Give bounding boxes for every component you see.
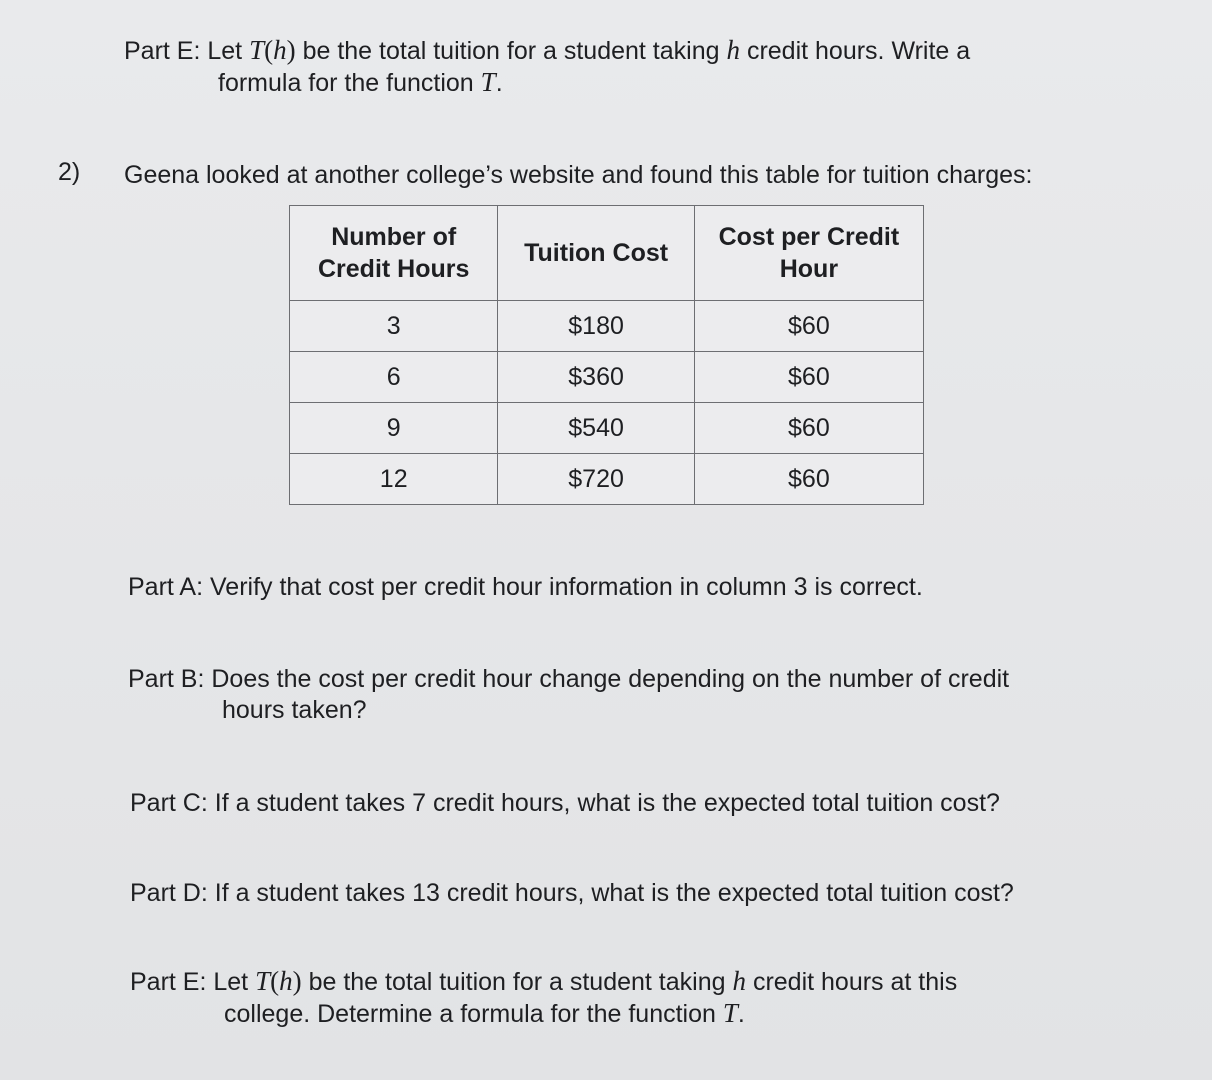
cell-credit-hours: 12 bbox=[290, 454, 498, 505]
part-label: Part D: bbox=[130, 879, 208, 907]
table-header-row bbox=[290, 206, 924, 301]
part-d: Part D: If a student takes 13 credit hours, what is the expected total tuition cost? bbox=[130, 879, 1014, 907]
tuition-table bbox=[289, 205, 924, 505]
part-label: Part A: bbox=[128, 573, 204, 601]
cell-cost-per-credit: $60 bbox=[694, 454, 923, 505]
cell-tuition-cost: $180 bbox=[498, 301, 694, 352]
cell-cost-per-credit: $60 bbox=[694, 301, 923, 352]
cell-tuition-cost: $720 bbox=[498, 454, 694, 505]
part-label: Part E: bbox=[124, 37, 201, 65]
top-part-e: Part E: Let T(h) be the total tuition for a student taking h credit hours. Write a formula for the function T. bbox=[124, 35, 971, 97]
cell-cost-per-credit: $60 bbox=[694, 403, 923, 454]
part-c: Part C: If a student takes 7 credit hours, what is the expected total tuition cost? bbox=[130, 789, 1000, 817]
cell-credit-hours: 3 bbox=[290, 301, 498, 352]
cell-tuition-cost: $360 bbox=[498, 352, 694, 403]
table-row bbox=[290, 403, 924, 454]
header-cost-per-credit: Cost per Credit Hour bbox=[694, 206, 923, 301]
cell-credit-hours: 9 bbox=[290, 403, 498, 454]
table-row bbox=[290, 454, 924, 505]
question-number: 2) bbox=[58, 158, 81, 186]
header-credit-hours: Number of Credit Hours bbox=[290, 206, 498, 301]
part-e: Part E: Let T(h) be the total tuition for a student taking h credit hours at this college. Determine a formula for the function T. bbox=[130, 966, 958, 1028]
cell-credit-hours: 6 bbox=[290, 352, 498, 403]
part-label: Part B: bbox=[128, 665, 205, 693]
cell-cost-per-credit: $60 bbox=[694, 352, 923, 403]
table-row bbox=[290, 352, 924, 403]
part-label: Part C: bbox=[130, 789, 208, 817]
table-row bbox=[290, 301, 924, 352]
cell-tuition-cost: $540 bbox=[498, 403, 694, 454]
question-prompt: Geena looked at another college’s website and found this table for tuition charges: bbox=[124, 161, 1033, 189]
header-tuition-cost: Tuition Cost bbox=[498, 206, 694, 301]
part-label: Part E: bbox=[130, 968, 207, 996]
part-a: Part A: Verify that cost per credit hour information in column 3 is correct. bbox=[128, 573, 923, 601]
part-b: Part B: Does the cost per credit hour change depending on the number of credit hours taken? bbox=[128, 665, 1010, 724]
